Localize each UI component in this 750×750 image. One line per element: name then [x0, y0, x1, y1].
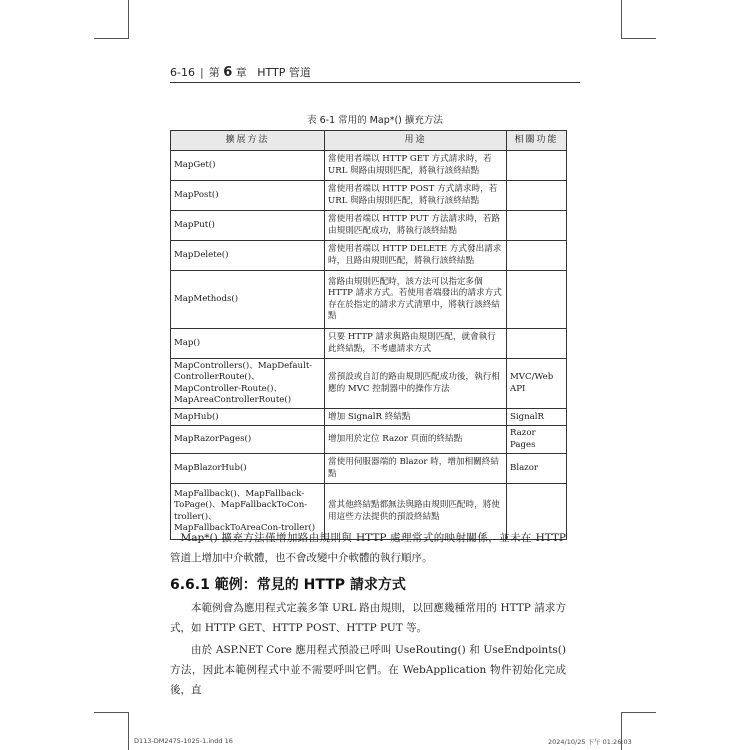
- body-paragraph: 本範例會為應用程式定義多筆 URL 路由規則，以回應幾種常用的 HTTP 請求方式，如 HTTP GET、HTTP POST、HTTP PUT 等。: [170, 602, 566, 634]
- related-cell: [507, 211, 567, 241]
- method-cell: MapPost(): [171, 181, 325, 211]
- section-title: 範例：常見的 HTTP 請求方式: [214, 577, 406, 593]
- chapter-suffix: 章: [235, 66, 247, 79]
- table-row: [171, 329, 567, 359]
- method-cell: MapRazorPages(): [171, 426, 325, 454]
- related-cell: SignalR: [507, 409, 567, 426]
- related-cell: [507, 329, 567, 359]
- crop-mark: [128, 0, 129, 38]
- table-row: [171, 409, 567, 426]
- chapter-title: HTTP 管道: [257, 66, 311, 79]
- footer-file: D113-DM2475-1025-1.indd 16: [134, 737, 233, 745]
- body-paragraph: 由於 ASP.NET Core 應用程式預設已呼叫 UseRouting() 和 UseEndpoints() 方法，因此本範例程式中並不需要呼叫它們。在 WebApplication 物件初始化完成後，直: [170, 644, 566, 696]
- related-cell: [507, 271, 567, 329]
- method-cell: MapBlazorHub(): [171, 454, 325, 484]
- usage-cell: 當使用者端以 HTTP PUT 方法請求時，若路由規則匹配成功，將執行該終結點: [325, 211, 507, 241]
- related-cell: Blazor: [507, 454, 567, 484]
- method-cell: MapFallback()、MapFallback-ToPage()、MapFallbackToCon-troller()、MapFallbackToAreaCon-troller(): [171, 484, 325, 540]
- method-cell: MapPut(): [171, 211, 325, 241]
- column-header-method: 擴展方法: [171, 131, 325, 151]
- method-cell: Map(): [171, 329, 325, 359]
- header-divider: [170, 82, 580, 83]
- chapter-prefix: 第: [208, 66, 220, 79]
- usage-cell: 當預設或自訂的路由規則匹配成功後，執行相應的 MVC 控制器中的操作方法: [325, 359, 507, 409]
- crop-mark: [94, 712, 129, 713]
- crop-mark: [621, 712, 656, 713]
- crop-mark: [621, 0, 622, 38]
- running-header: 6-16 | 第 6 章 HTTP 管道: [170, 65, 311, 80]
- method-cell: MapGet(): [171, 151, 325, 181]
- page-number: 6-16: [170, 66, 195, 79]
- usage-cell: 當使用者端以 HTTP DELETE 方式發出請求時，且路由規則匹配，將執行該終結點: [325, 241, 507, 271]
- related-cell: [507, 241, 567, 271]
- table-row: [171, 151, 567, 181]
- table-caption: 表 6-1 常用的 Map*() 擴充方法: [307, 115, 443, 126]
- chapter-number: 6: [223, 65, 233, 80]
- related-cell: Razor Pages: [507, 426, 567, 454]
- column-header-related: 相關功能: [507, 131, 567, 151]
- crop-mark: [621, 38, 656, 39]
- table-row: [171, 181, 567, 211]
- crop-mark: [94, 38, 129, 39]
- related-cell: MVC/Web API: [507, 359, 567, 409]
- method-cell: MapControllers()、MapDefault-ControllerRoute()、MapController-Route()、MapAreaControllerRoute(): [171, 359, 325, 409]
- map-methods-table: [170, 130, 567, 540]
- footer-datetime: 2024/10/25 下午 01:26:03: [548, 738, 632, 746]
- table-row: [171, 359, 567, 409]
- usage-cell: 增加 SignalR 終結點: [325, 409, 507, 426]
- method-cell: MapMethods(): [171, 271, 325, 329]
- usage-cell: 只要 HTTP 請求與路由規則匹配，就會執行此終結點，不考慮請求方式: [325, 329, 507, 359]
- related-cell: [507, 151, 567, 181]
- table-row: [171, 241, 567, 271]
- crop-mark: [128, 712, 129, 750]
- related-cell: [507, 181, 567, 211]
- usage-cell: 當路由規則匹配時，該方法可以指定多個 HTTP 請求方式。若使用者端發出的請求方式存在於指定的請求方式清單中，將執行該終結點: [325, 271, 507, 329]
- table-row: [171, 454, 567, 484]
- table-row: [171, 426, 567, 454]
- method-cell: MapHub(): [171, 409, 325, 426]
- usage-cell: 當使用伺服器端的 Blazor 時，增加相關終結點: [325, 454, 507, 484]
- body-paragraph: Map*() 擴充方法僅增加路由規則與 HTTP 處理常式的映射關係，並未在 HTTP 管道上增加中介軟體，也不會改變中介軟體的執行順序。: [170, 532, 566, 564]
- method-cell: MapDelete(): [171, 241, 325, 271]
- usage-cell: 當其他終結點都無法與路由規則匹配時，將使用這些方法提供的預設終結點: [325, 484, 507, 540]
- table-row: [171, 211, 567, 241]
- section-heading: [170, 574, 406, 594]
- column-header-usage: 用途: [325, 131, 507, 151]
- table-row: [171, 271, 567, 329]
- section-number: 6.6.1: [170, 577, 210, 593]
- usage-cell: 當使用者端以 HTTP GET 方式請求時，若 URL 與路由規則匹配，將執行該終結點: [325, 151, 507, 181]
- usage-cell: 當使用者端以 HTTP POST 方式請求時，若 URL 與路由規則匹配，將執行該終結點: [325, 181, 507, 211]
- table-header-row: [171, 131, 567, 151]
- usage-cell: 增加用於定位 Razor 頁面的終結點: [325, 426, 507, 454]
